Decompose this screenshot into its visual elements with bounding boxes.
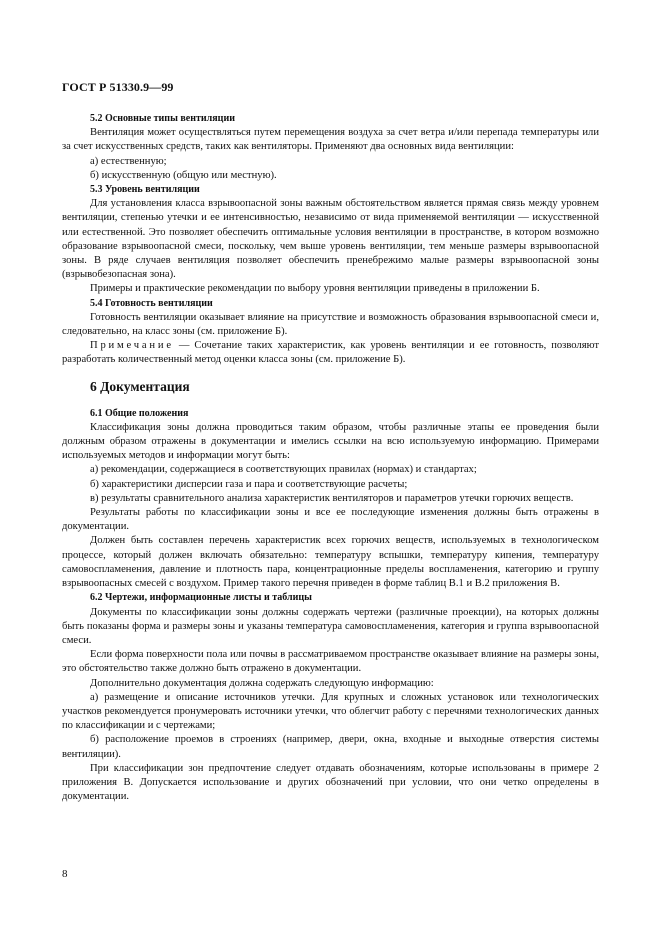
list-item: в) результаты сравнительного анализа характеристик вентиляторов и параметров утечки горючих веществ. (90, 492, 574, 504)
page-body (62, 112, 599, 804)
list-item: а) рекомендации, содержащиеся в соответствующих правилах (нормах) и стандартах; (90, 464, 477, 476)
list-item: а) размещение и описание источников утечки. Для крупных и сложных установок или технологических участков рекомендуется пронумеровать источники утечки, что облегчит работу с перечнями технологических данных по классификации и с чертежами; (62, 691, 599, 732)
paragraph: Должен быть составлен перечень характеристик всех горючих веществ, используемых в технологическом процессе, который должен включать обязательно: температуру вспышки, температуру кипения, температуру самовоспламенения, давление и плотность пара, концентрационные пределы воспламенения, категорию и группу взрывоопасных смесей с воздухом. Пример такого перечня приведен в форме таблиц В.1 и В.2 приложения В. (62, 535, 599, 590)
section-6-1-heading: 6.1 Общие положения (90, 407, 189, 419)
paragraph: Результаты работы по классификации зоны и все ее последующие изменения должны быть отражены в документации. (62, 507, 599, 533)
section-5-4-heading: 5.4 Готовность вентиляции (90, 297, 213, 309)
list-item: б) расположение проемов в строениях (например, двери, окна, входные и выходные отверстия системы вентиляции). (62, 734, 599, 760)
paragraph: Классификация зоны должна проводиться таким образом, чтобы различные этапы ее проведения были должным образом отражены в документации и имелись ссылки на всю используемую информацию. Примерами используемых методов и информации могут быть: (62, 421, 599, 462)
note-label: Примечание (90, 340, 174, 352)
paragraph: Если форма поверхности пола или почвы в рассматриваемом пространстве оказывает влияние на размеры зоны, это обстоятельство также должно быть отражено в документации. (62, 649, 599, 675)
section-5-3-heading: 5.3 Уровень вентиляции (90, 184, 200, 196)
note-text: — Сочетание таких характеристик, как уровень вентиляции и ее готовность, позволяют разработать количественный метод оценки класса зоны (см. приложение Б). (62, 340, 599, 366)
section-5-2-heading: 5.2 Основные типы вентиляции (90, 113, 235, 124)
paragraph: Готовность вентиляции оказывает влияние на присутствие и возможность образования взрывоопасной смеси и, следовательно, на класс зоны (см. приложение Б). (62, 311, 599, 338)
list-item: а) естественную; (90, 155, 167, 167)
paragraph: Примеры и практические рекомендации по выбору уровня вентиляции приведены в приложении Б. (90, 283, 540, 295)
paragraph: Дополнительно документация должна содержать следующую информацию: (90, 677, 434, 689)
document-header: ГОСТ Р 51330.9—99 (62, 80, 174, 94)
section-6-2-heading: 6.2 Чертежи, информационные листы и таблицы (90, 592, 312, 604)
list-item: б) характеристики дисперсии газа и пара и соответствующие расчеты; (90, 478, 408, 490)
paragraph: Для установления класса взрывоопасной зоны важным обстоятельством является прямая связь между уровнем вентиляции, степенью утечки и ее интенсивностью, независимо от вида применяемой вентиляции — искусственной или естественной. Это позволяет обеспечить оптимальные условия вентиляции в пространстве, в котором возможно образование взрывоопасной смеси, поскольку, чем выше уровень вентиляции, тем меньше размеры взрывоопасной зоны. В ряде случаев вентиляция позволяет обеспечить пренебрежимо малые размеры взрывоопасной зоны (взрывобезопасная зона). (62, 198, 599, 281)
page-number: 8 (62, 868, 68, 880)
list-item: б) искусственную (общую или местную). (90, 169, 277, 181)
section-6-heading: 6 Документация (90, 378, 190, 394)
paragraph: При классификации зон предпочтение следует отдавать обозначениям, которые использованы в примере 2 приложения В. Допускается использование и других обозначений при условии, что они четко определены в документации. (62, 762, 599, 803)
note (62, 339, 599, 367)
paragraph: Вентиляция может осуществляться путем перемещения воздуха за счет ветра и/или перепада температуры или за счет искусственных средств, таких как вентиляторы. Применяют два основных вида вентиляции: (62, 127, 599, 153)
paragraph: Документы по классификации зоны должны содержать чертежи (различные проекции), на которых должны быть показаны форма и размеры зоны и указаны температура самовоспламенения, категория и группа взрывоопасной смеси. (62, 606, 599, 646)
